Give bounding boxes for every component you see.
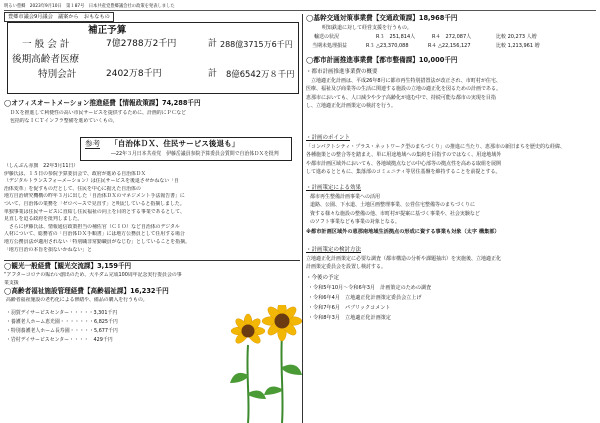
tourism-heading: ◯観光一般経費【観光交流課】3,159千円 bbox=[4, 262, 132, 270]
urban-heading: ◯都市計画推進事業費【都市整備課】10,000千円 bbox=[306, 56, 458, 64]
elderly-items: ・羽賀デイサービスセンター・・・・・3,301千円 ・養護老人ホーム恵光園・・・・・・・6,825千円 ・特別養護老人ホーム長寿園・・・・・5,677千円 ・岩村デイサービスセンター・・・・ 429千円 bbox=[6, 310, 118, 343]
general-total-label: 計 bbox=[208, 39, 218, 49]
elderly-intro: 高齢者福祉施設の老朽化による修繕や、備品の購入を行うもの。 bbox=[6, 297, 148, 303]
office-heading: ◯オフィスオートメーション推進経費【情報政策課】74,288千円 bbox=[4, 99, 201, 107]
transit-row1-label: 輸送の状況 bbox=[314, 34, 340, 40]
sunflower-right-icon bbox=[262, 305, 302, 423]
sunflower-illustration bbox=[230, 305, 302, 423]
tourism-text: “アフターコロナの賑わい創出のため、大平ダム完成100周年記念実行委員会の事 業支援 bbox=[4, 272, 182, 286]
reference-title: 参考 「自治体ＤＸ、住民サービス後退も」 bbox=[85, 139, 240, 148]
special-total-label: 計 bbox=[208, 69, 218, 79]
general-total: 288億3715万6千円 bbox=[220, 40, 293, 49]
transit-row2-r4: R４ △22,156,127 bbox=[428, 43, 471, 49]
transit-heading: ◯基幹交通対策事業費【交通政策課】18,968千円 bbox=[306, 14, 458, 22]
transit-row2-label: 当期未処理損益 bbox=[312, 43, 348, 49]
general-amount: 7億2788万2千円 bbox=[106, 39, 177, 49]
reference-sub: ―22年３月日本共産党 伊藤岳議員参院予算委員会質問で自治体ＤＸを批判 bbox=[111, 151, 279, 157]
elderly-heading: ◯高齢者福祉施設管理経費【高齢福祉課】16,232千円 bbox=[4, 287, 169, 295]
urban-schedule-title: ・今後の予定 bbox=[306, 275, 340, 281]
section-tag: 豊郷市議会9月議会 議案から おもなもの bbox=[4, 12, 114, 22]
special-total: 8億6542万８千円 bbox=[226, 69, 295, 79]
urban-review-text: 立地適正化計画策定に必要な調査（都市構造の分析や課題抽出）を実施後、立地適正化 計画策定委員会を設置し検討する。 bbox=[306, 256, 502, 271]
transit-row1-ratio: 比較 20,273 人増 bbox=[496, 34, 537, 40]
budget-box bbox=[7, 22, 299, 94]
urban-effect-text: 都市再生整備計画事業への活用 道路、公園、下水道、土地区画整理事業、公営住宅整備等のまちづくりに 資する様々な施設の整備の他、市町村が提案に基づく事業や、社会実験など のソフト事業なども事業の対象となる。 bbox=[310, 194, 480, 225]
transit-row1-r3: R３ 251,814人 bbox=[376, 34, 416, 40]
special-label: 特別会計 bbox=[38, 69, 77, 80]
reference-body: （しんぶん赤旗 22年3月11日） 伊藤氏は、１５日の参院予算委員会で、政府が進める自治体ＤＸ （デジタルトランスフォーメーション）は住民サービスを後退させかねない「自 治体変革」を促すものだとして、住民を中心に据えた自治体の 地方自治研究機構の昨年３月に出した「自治体ＤＸのマネジメント手法報告書」に ついて、自治体の業務を「ゼロベースで見直す」と明記していると指摘しました。 単独事業は住民サービスに直結し住民福祉の向上を目的とする事業であるとして、 見直しを迫る政府を批判しました。 さらに伊藤氏は、情報通信政策担当の補佐官（ＣＩＯ）など自治体のデジタル 人材について、総務省の「自治体ＤＸ手順書」には地方公務員として任用する場合 地方公務員法が適用されない「特別職非常勤職員がなじむ」としていることを指摘。 「地方自治の本旨を損ないかねない」と bbox=[4, 163, 190, 253]
transit-line1: 明知鉄道に対して経営支援を行うもの。 bbox=[322, 25, 412, 31]
special-amount: 2402万8千円 bbox=[106, 69, 162, 79]
elderly-label: 後期高齢者医療 bbox=[12, 54, 80, 65]
urban-bg-title: ・都市計画推進事業費の概要 bbox=[306, 69, 378, 75]
reference-box bbox=[80, 137, 292, 161]
urban-bold-note: ※都市計画区域外の恵那南地域生活拠点の形成に資する事業も対象（太字 構集部） bbox=[306, 229, 500, 235]
urban-review-title: ・計画策定の検討方法 bbox=[306, 247, 362, 253]
column-divider bbox=[302, 14, 303, 423]
urban-schedule: ・令和5年10月～令和6年3月 計画策定のための調査 ・令和6年4月 立地適正化計画策定委員会立上げ ・令和7年6月 パブリックコメント ・令和8年3月 立地適正化計画策定 bbox=[308, 285, 432, 321]
section-divider bbox=[4, 260, 300, 261]
urban-point-text: 「コンパクトシティ・プラス・ネットワーク型のまちづくり」の推進に当たり、恵那市の新旧まちを歴史的な経緯、 各種施策との整合等を踏まえ、単に用途地域への集約を目指すのではなく、用途地域外 や都市計画区域外においても、各地域拠点などの中心部等の拠点性を高める取組を展開 して進めるとともに、集落部のコミュニティ等居住基盤を維持することを前提とする。 bbox=[306, 144, 566, 175]
sunflower-left-icon bbox=[230, 314, 266, 423]
general-label: 一 般 会 計 bbox=[22, 39, 70, 50]
urban-point-title: ・計画のポイント bbox=[306, 135, 351, 141]
urban-effect-title: ・計画策定による効果 bbox=[306, 185, 362, 191]
budget-title: 補正予算 bbox=[88, 25, 127, 36]
transit-row2-r3: R３ △23,370,088 bbox=[366, 43, 409, 49]
urban-bg-text: 立地適正化計画は、平成26年8月に都市再生特別措置法が改正され、市町村が住宅、 医療、福祉及び商業等の生活に関連する施設の立地の適正化を図るための計画である。 恵那市においても、人口減少や少子高齢化が進む中で、持続可能な都市の実現を目指 し、立地適正化計画策定の検討を行う。 bbox=[306, 78, 502, 109]
transit-row1-r4: R４ 272,087人 bbox=[432, 34, 472, 40]
transit-row2-ratio: 比較 1,213,961 増 bbox=[496, 43, 540, 49]
office-text: ＤＸを推進して利便性の高い市民サービスを提供するために、計画的にＰＣなど 包括的なＩＣＴインフラ整備を進めていくもの。 bbox=[10, 110, 187, 124]
page-header: 明るい豊郷 2023年9月10日 第１87号 日本共産党豊郷議会社の政策を発表しました bbox=[4, 2, 596, 11]
